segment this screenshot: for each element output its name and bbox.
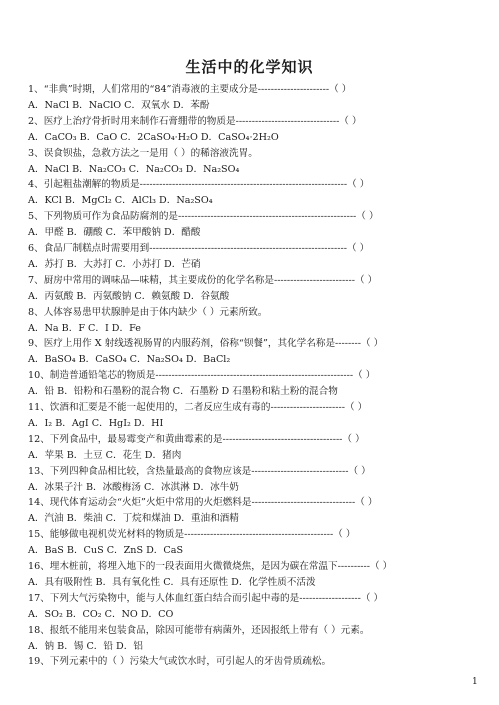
- options-2: A．CaCO₃ B．CaO C．2CaSO₄·H₂O D．CaSO₄·2H₂O: [28, 131, 279, 143]
- question-5: 5、下列物质可作为食品防腐剂的是-------------------------------------------------------（ ）: [28, 211, 379, 223]
- question-2: 2、医疗上治疗骨折时用来制作石膏绷带的物质是--------------------------------（ ）: [28, 115, 362, 127]
- question-11: 11、饮酒和汇要是不能一起使用的，二者反应生成有毒的-----------------------（ ）: [28, 402, 368, 413]
- options-5: A．甲醛 B．硼酸 C．苯甲酸钠 D．醋酸: [28, 227, 201, 239]
- options-3: A．NaCl B．Na₂CO₃ C．Na₂CO₃ D．Na₂SO₄: [28, 163, 240, 175]
- options-14: A．汽油 B．柴油 C．丁烷和煤油 D．重油和酒精: [28, 513, 239, 525]
- options-7: A．丙氨酸 B．丙氨酸钠 C．赖氨酸 D．谷氨酸: [28, 290, 230, 302]
- page-title: 生活中的化学知识: [185, 58, 314, 76]
- options-11: A．I₂ B．AgI C．HgI₂ D．HI: [28, 417, 164, 429]
- question-9: 9、医疗上用作 X 射线透视肠胃的内服药剂，俗称“钡餐”，其化学名称是--------（ ）: [28, 338, 384, 350]
- question-12: 12、下列食品中，最易霉变产和黄曲霉素的是-------------------------------------（ ）: [28, 433, 365, 445]
- question-15: 15、能够做电视机荧光材料的物质是----------------------------------------------（ ）: [28, 529, 356, 541]
- options-6: A．苏打 B．大苏打 C．小苏打 D．芒硝: [28, 258, 201, 270]
- question-7: 7、厨房中常用的调味品—味精，其主要成份的化学名称是-------------------------（ ）: [28, 274, 378, 286]
- options-16: A．具有吸附性 B．具有氧化性 C．具有还原性 D．化学性质不活泼: [28, 576, 316, 588]
- options-1: A．NaCl B．NaClO C．双氧水 D．苯酚: [28, 99, 210, 111]
- question-6: 6、食品厂制糕点时需要用到-------------------------------------------------------------（ ）: [28, 243, 370, 254]
- options-10: A．铅 B．铅粉和石墨粉的混合物 C．石墨粉 D 石墨粉和粘土粉的混合物: [28, 386, 338, 398]
- options-12: A．苹果 B．土豆 C．花生 D．猪肉: [28, 449, 182, 461]
- question-17: 17、下列大气污染物中，能与人体血红蛋白结合而引起中毒的是-------------------（ ）: [28, 592, 384, 604]
- options-9: A．BaSO₄ B．CaSO₄ C．Na₂SO₄ D．BaCl₂: [28, 354, 231, 366]
- question-19: 19、下列元素中的（ ）污染大气或饮水时，可引起人的牙齿骨质疏松。: [28, 656, 332, 668]
- question-8: 8、人体容易患甲状腺肿是由于体内缺少（ ）元素所致。: [28, 306, 268, 318]
- options-13: A．冰果子汁 B．冰酸梅汤 C．冰淇淋 D．冰牛奶: [28, 481, 239, 493]
- options-4: A．KCl B．MgCl₂ C．AlCl₃ D．Na₂SO₄: [28, 195, 213, 207]
- question-3: 3、误食钡盐，急救方法之一是用（ ）的稀溶液洗胃。: [28, 147, 258, 159]
- options-17: A．SO₂ B．CO₂ C．NO D．CO: [28, 608, 174, 620]
- question-10: 10、制造普通铅笔芯的物质是-------------------------------------------------------------（ ）: [28, 370, 376, 382]
- question-18: 18、报纸不能用来包装食品，除因可能带有病菌外，还因报纸上带有（ ）元素。: [28, 624, 370, 636]
- question-1: 1、“非典”时期，人们常用的“84”消毒液的主要成分是----------------------（ ）: [28, 84, 352, 95]
- question-13: 13、下列四种食品相比较，含热量最高的食物应该是------------------------------（ ）: [28, 465, 371, 477]
- question-16: 16、埋木桩前，将埋入地下的一段表面用火微微烧焦，是因为碳在常温下----------（ ）: [28, 561, 393, 572]
- page-number: 1: [472, 677, 478, 687]
- options-15: A．BaS B．CuS C．ZnS D．CaS: [28, 545, 184, 557]
- options-18: A．钠 B．锡 C．铅 D．铝: [28, 640, 143, 652]
- options-8: A．Na B．F C．I D．Fe: [28, 322, 141, 334]
- question-4: 4、引起粗盐潮解的物质是----------------------------------------------------------------（ ）: [28, 179, 370, 191]
- question-14: 14、现代体育运动会“火炬”火炬中常用的火炬燃料是--------------------------------（ ）: [28, 497, 378, 509]
